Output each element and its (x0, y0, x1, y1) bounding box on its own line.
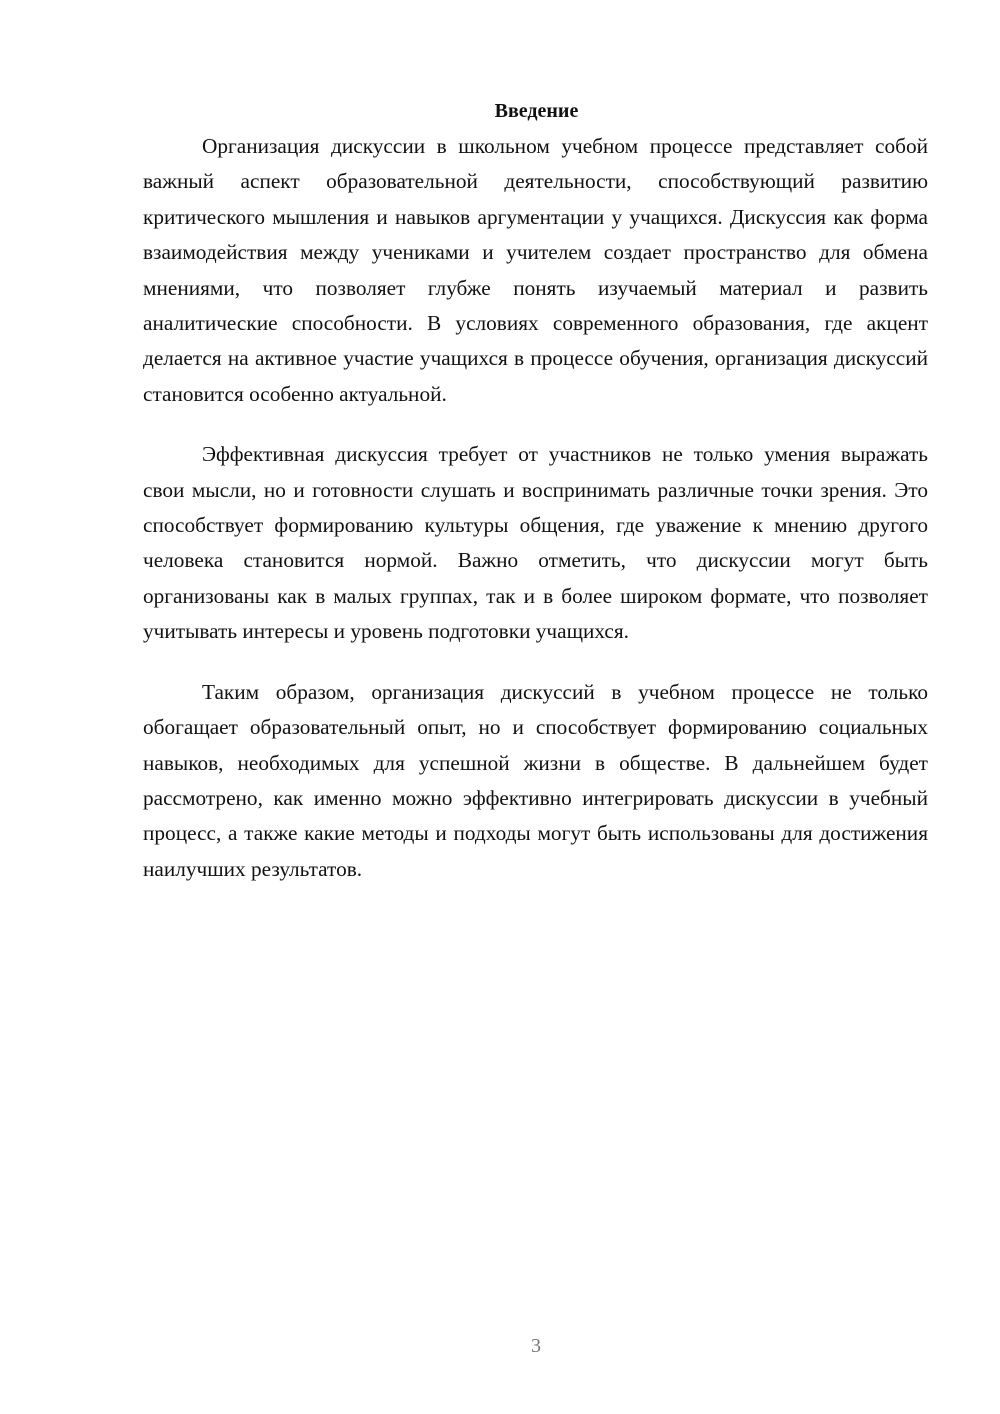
page-content (143, 93, 928, 887)
section-title: Введение (494, 100, 579, 122)
paragraph-2: Эффективная дискуссия требует от участников не только умения выражать свои мысли, но и готовности слушать и воспринимать различные точки зрения. Это способствует формированию культуры общения, где уважение к мнению другого человека становится нормой. Важно отметить, что дискуссии могут быть организованы как в малых группах, так и в более широком формате, что позволяет учитывать интересы и уровень подготовки учащихся. (143, 442, 928, 644)
paragraph-1: Организация дискуссии в школьном учебном процессе представляет собой важный аспект образовательной деятельности, способствующий развитию критического мышления и навыков аргументации у учащихся. Дискуссия как форма взаимодействия между учениками и учителем создает пространство для обмена мнениями, что позволяет глубже понять изучаемый материал и развить аналитические способности. В условиях современного образования, где акцент делается на активное участие учащихся в процессе обучения, организация дискуссий становится особенно актуальной. (143, 134, 928, 406)
paragraph-3: Таким образом, организация дискуссий в учебном процессе не только обогащает образовательный опыт, но и способствует формированию социальных навыков, необходимых для успешной жизни в обществе. В дальнейшем будет рассмотрено, как именно можно эффективно интегрировать дискуссии в учебный процесс, а также какие методы и подходы могут быть использованы для достижения наилучших результатов. (143, 679, 928, 881)
page-number: 3 (531, 1335, 541, 1357)
